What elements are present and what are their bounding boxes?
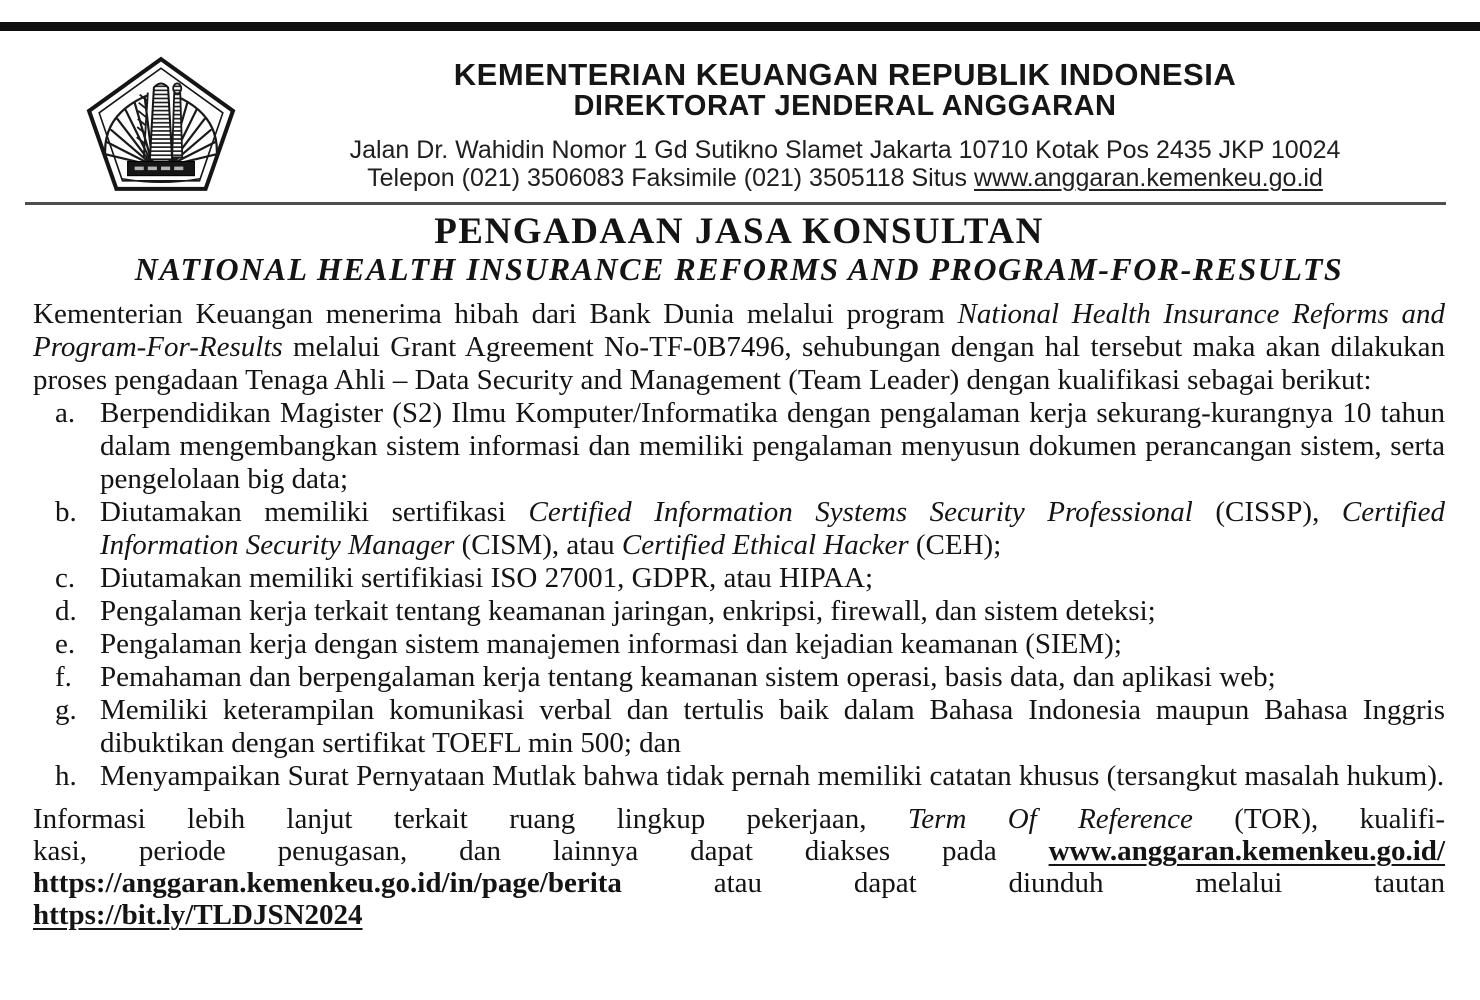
bitly-download-link[interactable]: https://bit.ly/TLDJSN2024 — [33, 899, 363, 931]
closing-line-3: https://anggaran.kemenkeu.go.id/in/page/berita atau dapat diunduh melalui tautan — [33, 867, 1445, 899]
letterhead — [250, 58, 1440, 192]
qualification-letter: e. — [55, 628, 76, 660]
qualification-item-d — [33, 595, 1445, 628]
qualification-letter: d. — [55, 595, 77, 627]
closing-line-1: Informasi lebih lanjut terkait ruang lingkup pekerjaan, Term Of Reference (TOR), kualifi- — [33, 803, 1446, 835]
intro-paragraph: Kementerian Keuangan menerima hibah dari Bank Dunia melalui program National Health Insurance Reforms and Program-For-Results melalui Grant Agreement No-TF-0B7496, sehubungan dengan hal tersebut maka akan dilakukan proses pengadaan Tenaga Ahli – Data Security and Management (Team Leader) dengan kualifikasi sebagai berikut: — [33, 298, 1445, 396]
qualification-text: Berpendidikan Magister (S2) Ilmu Komputer/Informatika dengan pengalaman kerja sekurang-kurangnya 10 tahun dalam mengembangkan sistem informasi dan memiliki pengalaman menyusun dokumen perancangan sistem, serta pengelolaan big data; — [100, 397, 1445, 495]
document-body — [33, 212, 1445, 931]
qualification-letter: f. — [55, 661, 72, 693]
page-title: PENGADAAN JASA KONSULTAN — [434, 211, 1044, 252]
header-website-link[interactable]: www.anggaran.kemenkeu.go.id — [974, 164, 1323, 192]
top-border-bar — [0, 22, 1480, 31]
page-subtitle: NATIONAL HEALTH INSURANCE REFORMS AND PROGRAM-FOR-RESULTS — [134, 251, 1344, 287]
berita-page-link[interactable]: https://anggaran.kemenkeu.go.id/in/page/berita — [33, 867, 622, 899]
qualification-item-f — [33, 661, 1445, 694]
qualification-item-b — [33, 496, 1445, 562]
kemenkeu-pentagon-emblem-icon — [86, 56, 236, 192]
ministry-name: KEMENTERIAN KEUANGAN REPUBLIK INDONESIA — [453, 57, 1237, 92]
program-name-italic: National Health Insurance Reforms and Program-For-Results — [33, 298, 1445, 363]
qualification-letter: g. — [55, 694, 77, 726]
header-separator-rule — [25, 202, 1446, 205]
directorate-name: DIREKTORAT JENDERAL ANGGARAN — [573, 90, 1117, 122]
anggaran-website-link[interactable]: www.anggaran.kemenkeu.go.id/ — [1048, 835, 1445, 867]
kemenkeu-logo — [86, 56, 236, 192]
contact-prefix: Telepon (021) 3506083 Faksimile (021) 3505118 Situs — [367, 164, 975, 192]
qualification-item-a — [33, 397, 1445, 496]
qualification-item-c — [33, 562, 1445, 595]
qualification-text: Pengalaman kerja terkait tentang keamanan jaringan, enkripsi, firewall, dan sistem deteksi; — [100, 595, 1156, 627]
qualification-letter: a. — [55, 397, 76, 429]
closing-paragraph — [33, 803, 1445, 931]
qualification-text: Diutamakan memiliki sertifikasi Certified Information Systems Security Professional (CISSP), Certified Information Security Manager (CISM), atau Certified Ethical Hacker (CEH); — [100, 496, 1445, 561]
contact-line — [250, 164, 1440, 192]
qualification-item-h — [33, 760, 1445, 793]
qualification-text: Pemahaman dan berpengalaman kerja tentang keamanan sistem operasi, basis data, dan aplikasi web; — [100, 661, 1276, 693]
qualification-text: Pengalaman kerja dengan sistem manajemen informasi dan kejadian keamanan (SIEM); — [100, 628, 1122, 660]
qualification-list — [33, 397, 1445, 793]
qualification-text: Memiliki keterampilan komunikasi verbal dan tertulis baik dalam Bahasa Indonesia maupun Bahasa Inggris dibuktikan dengan sertifikat TOEFL min 500; dan — [100, 694, 1445, 759]
qualification-item-g — [33, 694, 1445, 760]
address-block — [250, 136, 1440, 192]
qualification-item-e — [33, 628, 1445, 661]
qualification-letter: b. — [55, 496, 77, 528]
address-line: Jalan Dr. Wahidin Nomor 1 Gd Sutikno Slamet Jakarta 10710 Kotak Pos 2435 JKP 10024 — [349, 136, 1341, 164]
closing-line-4 — [33, 899, 1445, 931]
tor-italic: Term Of Reference — [907, 803, 1193, 835]
qualification-letter: h. — [55, 760, 77, 792]
qualification-text: Diutamakan memiliki sertifikiasi ISO 27001, GDPR, atau HIPAA; — [100, 562, 874, 594]
qualification-text: Menyampaikan Surat Pernyataan Mutlak bahwa tidak pernah memiliki catatan khusus (tersangkut masalah hukum). — [100, 760, 1445, 792]
closing-line-2: kasi, periode penugasan, dan lainnya dapat diakses pada www.anggaran.kemenkeu.go.id/ — [33, 835, 1445, 867]
qualification-letter: c. — [55, 562, 76, 594]
